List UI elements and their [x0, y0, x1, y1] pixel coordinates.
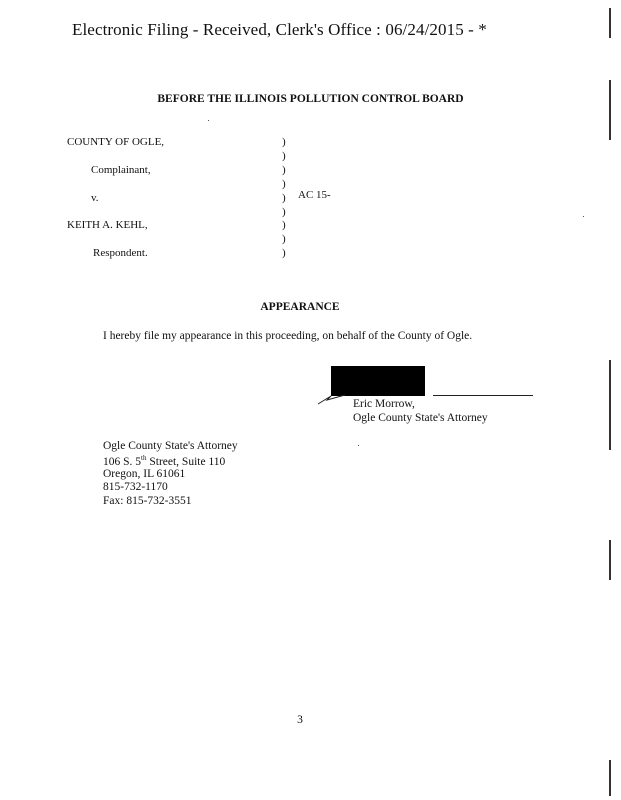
address-phone: 815-732-1170	[103, 481, 168, 493]
scan-speck	[208, 120, 209, 121]
complainant-name: COUNTY OF OGLE,	[67, 136, 165, 148]
signature-stroke	[317, 392, 347, 406]
respondent-role: Respondent.	[93, 247, 148, 259]
document-title: APPEARANCE	[260, 301, 340, 313]
scan-edge	[609, 540, 611, 580]
respondent-name: KEITH A. KEHL,	[67, 219, 148, 231]
caption-paren: )	[282, 136, 286, 148]
caption-paren: )	[282, 247, 286, 259]
address-fax: Fax: 815-732-3551	[103, 495, 192, 507]
address-office: Ogle County State's Attorney	[103, 440, 238, 452]
board-title: BEFORE THE ILLINOIS POLLUTION CONTROL BOARD	[157, 93, 464, 105]
scan-edge	[609, 760, 611, 796]
signer-title: Ogle County State's Attorney	[353, 412, 488, 424]
complainant-role: Complainant,	[91, 164, 151, 176]
versus-label: v.	[91, 192, 99, 204]
caption-paren: )	[282, 219, 286, 231]
caption-paren: )	[282, 233, 286, 245]
scan-speck	[583, 216, 584, 217]
signer-name: Eric Morrow,	[353, 398, 415, 410]
case-number: AC 15-	[298, 189, 331, 201]
appearance-statement: I hereby file my appearance in this proceeding, on behalf of the County of Ogle.	[103, 330, 473, 342]
scan-edge	[609, 360, 611, 450]
signature-line	[433, 395, 533, 396]
caption-paren: )	[282, 164, 286, 176]
caption-paren: )	[282, 206, 286, 218]
address-street: 106 S. 5th Street, Suite 110	[103, 454, 226, 468]
caption-paren: )	[282, 192, 286, 204]
address-city: Oregon, IL 61061	[103, 468, 186, 480]
caption-paren: )	[282, 178, 286, 190]
page-number: 3	[297, 714, 303, 726]
filing-stamp: Electronic Filing - Received, Clerk's Office : 06/24/2015 - *	[72, 20, 487, 39]
caption-paren: )	[282, 150, 286, 162]
scan-edge	[609, 8, 611, 38]
scan-speck	[358, 445, 359, 446]
scan-edge	[609, 80, 611, 140]
